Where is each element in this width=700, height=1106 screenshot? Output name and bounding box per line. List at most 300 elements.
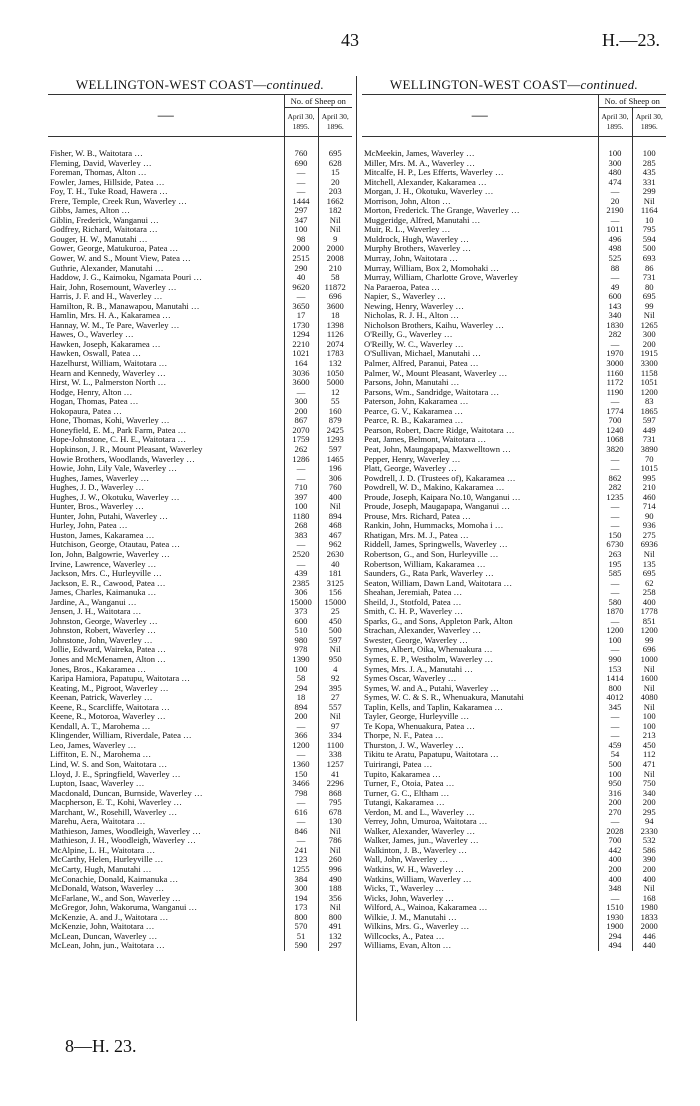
owner-name: Godfrey, Richard, Waitotara …	[50, 225, 158, 235]
owner-name: Turner, G. C., Eltham …	[364, 788, 450, 798]
table-row	[362, 531, 666, 541]
sheep-1896: 490	[318, 875, 352, 885]
owner-name: Giblin, Frederick, Wanganui …	[50, 215, 159, 225]
owner-name: Hamilton, R. B., Manawapou, Manutahi …	[50, 301, 200, 311]
owner-name: Thorpe, N. F., Patea …	[364, 731, 444, 741]
sheep-1896: 41	[318, 770, 352, 780]
sheep-1896: 597	[318, 636, 352, 646]
sheep-1895: 1414	[598, 674, 632, 684]
table-row	[48, 254, 352, 264]
sheep-1895: 1190	[598, 388, 632, 398]
sheep-1896: 1000	[632, 655, 666, 665]
sheep-1896: 714	[632, 502, 666, 512]
owner-name: Hawken, Joseph, Kakaramea …	[50, 339, 161, 349]
owner-name: Hearn and Kennedy, Waverley …	[50, 368, 166, 378]
sheep-1896: Nil	[632, 770, 666, 780]
table-row	[48, 922, 352, 932]
owner-name: Keating, M., Pigroot, Waverley …	[50, 683, 169, 693]
sheep-1896: 94	[632, 817, 666, 827]
sheep-1895: 580	[598, 598, 632, 608]
table-row	[48, 674, 352, 684]
sheep-1896: 132	[318, 359, 352, 369]
table-row	[362, 225, 666, 235]
table-row	[362, 607, 666, 617]
table-row	[362, 588, 666, 598]
sheep-1896: 1293	[318, 435, 352, 445]
table-row	[362, 388, 666, 398]
sheep-1896: 1465	[318, 455, 352, 465]
sheep-1896: 135	[632, 560, 666, 570]
table-row	[48, 855, 352, 865]
sheep-1896: 695	[632, 292, 666, 302]
sheep-1895: 100	[598, 636, 632, 646]
table-row	[48, 388, 352, 398]
table-row	[48, 665, 352, 675]
table-row	[48, 178, 352, 188]
owner-name: Macpherson, E. T., Kohi, Waverley …	[50, 798, 183, 808]
sheep-1895: 40	[284, 273, 318, 283]
table-row	[48, 684, 352, 694]
sheep-1896: 435	[632, 168, 666, 178]
owner-name: Fowler, James, Hillside, Patea …	[50, 177, 165, 187]
sheep-1895: 1200	[598, 626, 632, 636]
table-row	[362, 407, 666, 417]
sheep-1896: 996	[318, 865, 352, 875]
table-row	[362, 168, 666, 178]
sheep-1895: 51	[284, 932, 318, 942]
sheep-1896: 936	[632, 521, 666, 531]
owner-name: Jackson, E. R., Cawood, Patea …	[50, 578, 166, 588]
owner-name: Muggeridge, Alfred, Manutahi …	[364, 215, 481, 225]
owner-name: McConachie, Donald, Kaimanuka …	[50, 874, 179, 884]
sheep-1895: 15000	[284, 598, 318, 608]
table-row	[362, 512, 666, 522]
table-row	[48, 464, 352, 474]
sheep-1896: 879	[318, 416, 352, 426]
sheep-1896: 597	[632, 416, 666, 426]
owner-name: Jackson, Mrs. C., Hurleyville …	[50, 569, 162, 579]
table-row	[362, 426, 666, 436]
table-row	[362, 378, 666, 388]
sheep-1895: 9620	[284, 283, 318, 293]
sheep-1895: 153	[598, 665, 632, 675]
sheep-1895: 1180	[284, 512, 318, 522]
table-row	[362, 464, 666, 474]
owner-name: Hunter, John, Putahi, Waverley …	[50, 511, 168, 521]
sheep-1896: Nil	[632, 884, 666, 894]
owner-name: Jollie, Edward, Waireka, Patea …	[50, 645, 166, 655]
owner-name: Sparks, G., and Sons, Appleton Park, Alton	[364, 616, 513, 626]
sheep-1896: 1257	[318, 760, 352, 770]
owner-name: McKenzie, A. and J., Waitotara …	[50, 912, 169, 922]
owner-name: Guthrie, Alexander, Manutahi …	[50, 263, 164, 273]
right-section-title	[362, 76, 666, 94]
sheep-1895: 383	[284, 531, 318, 541]
sheep-1895: 340	[598, 311, 632, 321]
owner-name: Williams, Evan, Alton …	[364, 941, 452, 951]
table-row	[362, 235, 666, 245]
sheep-1895: 3000	[598, 359, 632, 369]
table-row	[48, 340, 352, 350]
table-row	[362, 827, 666, 837]
table-row	[362, 741, 666, 751]
sheep-1895: 98	[284, 235, 318, 245]
sheep-1895: —	[598, 273, 632, 283]
sheep-1896: 2000	[318, 244, 352, 254]
owner-name: Walker, Alexander, Waverley …	[364, 826, 476, 836]
sheep-1895: —	[598, 187, 632, 197]
spacer-row	[48, 137, 352, 150]
sheep-1895: 3600	[284, 378, 318, 388]
table-row	[48, 502, 352, 512]
sheep-1895: 1021	[284, 349, 318, 359]
table-row	[362, 435, 666, 445]
sheep-1895: 1390	[284, 655, 318, 665]
table-row	[362, 292, 666, 302]
sheep-1895: 459	[598, 741, 632, 751]
owner-name: Gower, George, Matukuroa, Patea …	[50, 244, 179, 254]
table-row	[48, 560, 352, 570]
table-row	[48, 359, 352, 369]
sheep-1895: 1011	[598, 225, 632, 235]
sheep-1896: 795	[632, 225, 666, 235]
sheep-1895: 980	[284, 636, 318, 646]
table-row	[48, 330, 352, 340]
owner-name: Newing, Henry, Waverley …	[364, 301, 465, 311]
sheep-1896: 2000	[632, 922, 666, 932]
sheep-1896: 200	[632, 865, 666, 875]
sheep-1896: 196	[318, 464, 352, 474]
sheep-1895: 894	[284, 703, 318, 713]
table-row	[362, 178, 666, 188]
sheep-1896: 1778	[632, 607, 666, 617]
sheep-1895: 54	[598, 750, 632, 760]
owner-name: Smith, C. H. P., Waverley …	[364, 607, 463, 617]
sheep-1895: —	[598, 579, 632, 589]
sheep-1896: 112	[632, 750, 666, 760]
owner-name: Robertson, G., and Son, Hurleyville …	[364, 549, 499, 559]
table-row	[48, 321, 352, 331]
sheep-1896: 1833	[632, 913, 666, 923]
sheep-1896: 678	[318, 808, 352, 818]
sheep-1896: 275	[632, 531, 666, 541]
sheep-1896: 295	[632, 808, 666, 818]
sheep-1895: 800	[284, 913, 318, 923]
owner-name: McCarty, Hugh, Manutahi …	[50, 865, 152, 875]
sheep-1895: 143	[598, 302, 632, 312]
owner-name: Hutchison, George, Otautau, Patea …	[50, 540, 180, 550]
sheep-1896: 334	[318, 731, 352, 741]
sheep-1895: 2385	[284, 579, 318, 589]
table-row	[362, 579, 666, 589]
owner-name: Howie, John, Lily Vale, Waverley …	[50, 464, 177, 474]
sheep-1895: 397	[284, 493, 318, 503]
owner-name: Robertson, William, Kakaramea …	[364, 559, 486, 569]
owner-name: Gibbs, James, Alton …	[50, 206, 130, 216]
right-group-header: No. of Sheep on	[598, 95, 666, 108]
sheep-1895: 600	[284, 617, 318, 627]
sheep-1896: Nil	[632, 197, 666, 207]
sheep-1895: —	[598, 502, 632, 512]
owner-name: Honeyfield, E. M., Park Farm, Patea …	[50, 425, 187, 435]
sheep-1896: Nil	[318, 645, 352, 655]
owner-name: Proude, Joseph, Kaipara No.10, Wanganui …	[364, 492, 521, 502]
sheep-1896: 760	[318, 483, 352, 493]
table-row	[362, 817, 666, 827]
sheep-1895: —	[598, 617, 632, 627]
table-row	[362, 216, 666, 226]
table-row	[48, 884, 352, 894]
owner-name: Riddell, James, Springwells, Waverley …	[364, 540, 508, 550]
sheep-1896: 400	[632, 598, 666, 608]
table-row	[362, 617, 666, 627]
owner-name: Jones and McMenamen, Alton …	[50, 654, 166, 664]
sheep-1895: 200	[284, 712, 318, 722]
owner-name: Symes, Albert, Oika, Whenuakura …	[364, 645, 493, 655]
sheep-1896: 395	[318, 684, 352, 694]
spacer-row	[362, 137, 666, 150]
owner-name: Murphy Brothers, Waverley …	[364, 244, 472, 254]
table-row	[48, 789, 352, 799]
table-row	[362, 665, 666, 675]
sheep-1895: 1200	[284, 741, 318, 751]
sheep-1895: 100	[598, 770, 632, 780]
sheep-1895: 262	[284, 445, 318, 455]
sheep-1896: 260	[318, 855, 352, 865]
owner-name: Symes Oscar, Waverley …	[364, 674, 457, 684]
owner-name: Leo, James, Waverley …	[50, 740, 137, 750]
sheep-1896: 188	[318, 884, 352, 894]
table-row	[362, 502, 666, 512]
sheep-1896: 731	[632, 273, 666, 283]
sheep-1896: 894	[318, 512, 352, 522]
sheep-1895: 2210	[284, 340, 318, 350]
table-row	[48, 397, 352, 407]
sheep-1896: 203	[318, 187, 352, 197]
owner-name: Fleming, David, Waverley …	[50, 158, 152, 168]
table-row	[48, 741, 352, 751]
sheep-1895: 2515	[284, 254, 318, 264]
table-row	[362, 302, 666, 312]
sheep-1896: 299	[632, 187, 666, 197]
owner-name: Wilkins, Mrs. G., Waverley …	[364, 922, 470, 932]
sheep-1895: 585	[598, 569, 632, 579]
sheep-1895: 1235	[598, 493, 632, 503]
sheep-1896: 400	[318, 493, 352, 503]
owner-name: Foreman, Thomas, Alton …	[50, 168, 147, 178]
sheep-1895: 3466	[284, 779, 318, 789]
sheep-1896: Nil	[318, 225, 352, 235]
owner-name: McGregor, John, Wakoruma, Wanganui …	[50, 903, 198, 913]
table-row	[48, 407, 352, 417]
owner-name: Howie Brothers, Woodlands, Waverley …	[50, 454, 195, 464]
sheep-1895: —	[284, 388, 318, 398]
table-row	[48, 435, 352, 445]
table-row	[48, 607, 352, 617]
sheep-1895: —	[284, 540, 318, 550]
table-row	[362, 369, 666, 379]
table-row	[362, 674, 666, 684]
table-row	[48, 512, 352, 522]
owner-name: Rankin, John, Hummacks, Momoha i …	[364, 521, 504, 531]
owner-name: McLean, Duncan, Waverley …	[50, 931, 158, 941]
sheep-1896: 130	[318, 817, 352, 827]
table-row	[362, 922, 666, 932]
sheep-1896: 100	[632, 149, 666, 159]
owner-name: Strachan, Alexander, Waverley …	[364, 626, 481, 636]
table-row	[48, 483, 352, 493]
sheep-1895: 1970	[598, 349, 632, 359]
sheep-1896: 300	[632, 330, 666, 340]
sheep-1896: 160	[318, 407, 352, 417]
sheep-1896: 1600	[632, 674, 666, 684]
sheep-1895: —	[598, 894, 632, 904]
table-row	[48, 817, 352, 827]
owner-name: Tikitu te Aratu, Papatupu, Waitotara …	[364, 750, 499, 760]
table-row	[48, 264, 352, 274]
table-row	[48, 283, 352, 293]
owner-name: Napier, S., Waverley …	[364, 292, 446, 302]
sheep-1896: 3125	[318, 579, 352, 589]
owner-name: Hunter, Bros., Waverley …	[50, 502, 144, 512]
table-row	[48, 731, 352, 741]
sheep-1896: 168	[632, 894, 666, 904]
sheep-1895: 18	[284, 693, 318, 703]
sheep-1895: —	[284, 836, 318, 846]
table-row	[362, 416, 666, 426]
sheep-1896: 99	[632, 636, 666, 646]
owner-name: McAlpine, L. H., Waitotara …	[50, 845, 156, 855]
sheep-1895: —	[284, 178, 318, 188]
sheep-1896: 99	[632, 302, 666, 312]
sheep-1896: 25	[318, 607, 352, 617]
table-row	[362, 244, 666, 254]
sheep-1896: 400	[632, 875, 666, 885]
sheep-1895: 760	[284, 149, 318, 159]
sheep-1896: Nil	[632, 684, 666, 694]
sheep-1896: 285	[632, 159, 666, 169]
table-row	[362, 779, 666, 789]
sheep-1895: 58	[284, 674, 318, 684]
table-row	[48, 645, 352, 655]
sheep-1896: Nil	[318, 827, 352, 837]
sheep-1896: 80	[632, 283, 666, 293]
sheep-1895: 474	[598, 178, 632, 188]
sheep-1895: 384	[284, 875, 318, 885]
sheep-1896: 695	[318, 149, 352, 159]
table-row	[48, 531, 352, 541]
sheep-1895: 100	[284, 665, 318, 675]
table-row	[48, 168, 352, 178]
owner-name: Lloyd, J. E., Springfield, Waverley …	[50, 769, 181, 779]
table-row	[48, 693, 352, 703]
sheep-1895: 710	[284, 483, 318, 493]
sheep-1895: 345	[598, 703, 632, 713]
owner-name: Klingender, William, Riverdale, Patea …	[50, 731, 192, 741]
sheep-1896: 1915	[632, 349, 666, 359]
sheep-1896: 1051	[632, 378, 666, 388]
sheep-1896: 90	[632, 512, 666, 522]
sheep-1896: 20	[318, 178, 352, 188]
sheep-1896: 58	[318, 273, 352, 283]
sheep-1895: 347	[284, 216, 318, 226]
table-row	[362, 359, 666, 369]
right-column	[362, 76, 666, 951]
sheep-1895: —	[598, 722, 632, 732]
sheep-1895: 241	[284, 846, 318, 856]
sheep-1895: —	[598, 645, 632, 655]
sheep-1895: 1900	[598, 922, 632, 932]
table-row	[48, 703, 352, 713]
left-table-body	[48, 137, 352, 951]
sheep-1895: 366	[284, 731, 318, 741]
table-row	[362, 626, 666, 636]
right-col1-header: April 30, 1895.	[598, 108, 632, 137]
column-divider	[356, 76, 357, 1021]
owner-name: Hodge, Henry, Alton …	[50, 387, 133, 397]
sheep-1895: 496	[598, 235, 632, 245]
sheep-1895: 100	[598, 149, 632, 159]
owner-name: Mathieson, James, Woodleigh, Waverley …	[50, 826, 201, 836]
left-name-header: —	[48, 95, 284, 137]
sheep-1896: 1015	[632, 464, 666, 474]
sheep-1895: 306	[284, 588, 318, 598]
table-row	[362, 808, 666, 818]
left-title-text: WELLINGTON-WEST COAST—	[75, 77, 267, 92]
sheep-1896: 100	[632, 712, 666, 722]
table-row	[362, 550, 666, 560]
left-group-header: No. of Sheep on	[284, 95, 352, 108]
table-row	[48, 426, 352, 436]
sheep-1895: 3820	[598, 445, 632, 455]
table-row	[362, 789, 666, 799]
sheep-1896: 557	[318, 703, 352, 713]
owner-name: Murray, William, Charlotte Grove, Waverley	[364, 273, 518, 283]
owner-name: Marehu, Aera, Waitotara …	[50, 817, 146, 827]
sheep-1895: 282	[598, 483, 632, 493]
sheep-1895: —	[598, 731, 632, 741]
owner-name: Hawes, O., Waverley …	[50, 330, 134, 340]
sheep-1895: 1360	[284, 760, 318, 770]
owner-name: Turner, F., Otoia, Patea …	[364, 779, 455, 789]
owner-name: Saunders, G., Rata Park, Waverley …	[364, 569, 494, 579]
owner-name: McCarthy, Helen, Hurleyville …	[50, 855, 164, 865]
sheep-1896: 2296	[318, 779, 352, 789]
sheep-1895: 1160	[598, 369, 632, 379]
table-row	[362, 894, 666, 904]
sheep-1896: 628	[318, 159, 352, 169]
table-row	[48, 808, 352, 818]
sheep-1896: 795	[318, 798, 352, 808]
sheep-1896: 532	[632, 836, 666, 846]
sheep-1895: 1930	[598, 913, 632, 923]
sheep-1895: 1774	[598, 407, 632, 417]
owner-name: Sheahan, Jeremiah, Patea …	[364, 588, 463, 598]
sheep-1896: 4080	[632, 693, 666, 703]
owner-name: Thurston, J. W., Waverley …	[364, 740, 464, 750]
owner-name: Harris, J. F. and H., Waverley …	[50, 292, 163, 302]
table-row	[362, 483, 666, 493]
sheep-1895: 173	[284, 903, 318, 913]
sheep-1896: 450	[632, 741, 666, 751]
sheep-1896: Nil	[318, 712, 352, 722]
table-row	[48, 149, 352, 159]
owner-name: Sheild, J., Stotfold, Patea …	[364, 597, 462, 607]
sheep-1895: 2520	[284, 550, 318, 560]
owner-name: Morrison, John, Alton …	[364, 196, 451, 206]
owner-name: O'Reilly, G., Waverley …	[364, 330, 453, 340]
sheep-1895: —	[284, 560, 318, 570]
